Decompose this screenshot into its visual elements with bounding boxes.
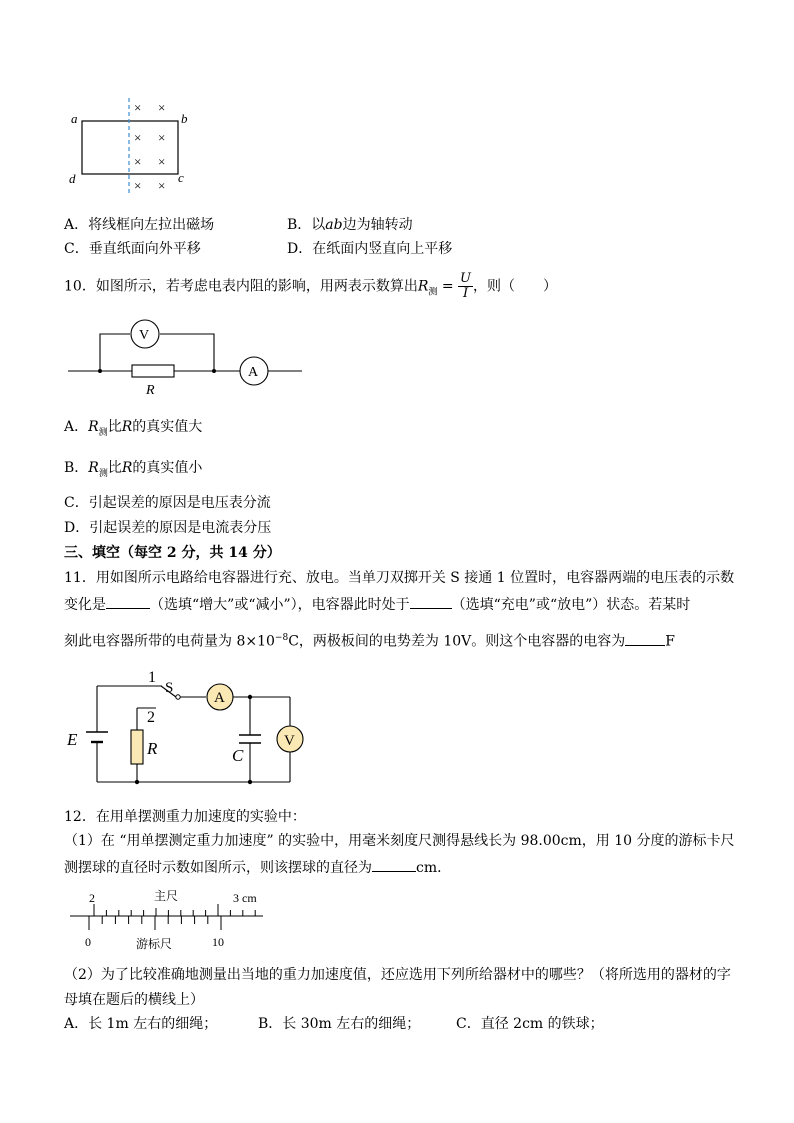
voltmeter-label: V: [284, 733, 295, 749]
field-cross: ×: [134, 100, 142, 115]
q11-line3: 刻此电容器所带的电荷量为 $8\times 10^{-8}C$，两极板间的电势差为 10V。则这个电容器的电容为 F: [64, 629, 675, 651]
vernier-0-label: 0: [85, 935, 91, 949]
q12-part1-line1: （1）在 “用单摆测定重力加速度” 的实验中，用毫米刻度尺测得悬线长为 98.00cm，用 10 分度的游标卡尺: [64, 833, 735, 849]
battery-label: E: [67, 730, 78, 749]
capacitor-label: C: [232, 746, 244, 765]
field-cross: ×: [158, 100, 166, 115]
terminal-1-label: 1: [148, 669, 156, 686]
q9-figure: [66, 96, 196, 196]
switch-label: S: [165, 680, 174, 696]
corner-a: a: [71, 111, 78, 126]
q11-circuit: [64, 666, 314, 791]
vernier-scale-label: 游标尺: [136, 937, 173, 951]
resistor-R: [131, 730, 143, 764]
ammeter-label: A: [248, 365, 259, 380]
q12-option-a: A．长 1m 左右的细绳；: [64, 1016, 218, 1032]
resistor-label: R: [146, 383, 155, 398]
q9-option-b: B．以ab边为轴转动: [287, 217, 413, 233]
field-cross: ×: [158, 154, 166, 169]
q11-line2: 变化是 （选填“增大”或“减小”），电容器此时处于 （选填“充电”或“放电”）状态。若某时: [64, 594, 690, 614]
main-scale-3-label: 3 cm: [233, 891, 257, 905]
field-cross: ×: [134, 178, 142, 193]
resistor-label: R: [147, 739, 158, 758]
switch-pivot: [176, 695, 180, 699]
section-title: 三、填空（每空 2 分，共 14 分）: [64, 545, 281, 561]
corner-b: b: [181, 111, 188, 126]
resistor-R: [132, 365, 174, 377]
field-cross: ×: [134, 154, 142, 169]
q9-option-c: C．垂直纸面向外平移: [64, 241, 201, 257]
q12-part1-line2: 测摆球的直径时示数如图所示，则该摆球的直径为 cm．: [64, 857, 451, 877]
q10-option-d: D．引起误差的原因是电流表分压: [64, 520, 272, 536]
vernier-10-label: 10: [212, 935, 224, 949]
field-cross: ×: [158, 130, 166, 145]
voltmeter-label: V: [139, 328, 150, 343]
junction: [98, 369, 102, 373]
q12-option-c: C．直径 2cm 的铁球；: [456, 1016, 604, 1032]
main-scale-label: 主尺: [154, 889, 179, 903]
q12-stem: 12．在用单摆测重力加速度的实验中：: [64, 809, 306, 825]
terminal-2-label: 2: [147, 709, 155, 726]
junction: [212, 369, 216, 373]
field-cross: ×: [158, 178, 166, 193]
field-cross: ×: [134, 130, 142, 145]
q10-option-a: A．$R_测$比R的真实值大: [64, 419, 203, 438]
q9-option-d: D．在纸面内竖直向上平移: [287, 241, 453, 257]
q10-option-c: C．引起误差的原因是电压表分流: [64, 495, 271, 511]
q9-option-a: A．将线框向左拉出磁场: [64, 217, 215, 233]
ammeter-label: A: [214, 690, 225, 706]
q12-part2-line1: （2）为了比较准确地测量出当地的重力加速度值，还应选用下列所给器材中的哪些？（将所选用的器材的字: [64, 967, 731, 983]
q12-part2-line2: 母填在题后的横线上）: [64, 992, 204, 1008]
q11-line1: 11．用如图所示电路给电容器进行充、放电。当单刀双掷开关 S 接通 1 位置时，电容器两端的电压表的示数: [64, 570, 735, 586]
q10-circuit: [68, 318, 308, 398]
corner-d: d: [69, 171, 76, 186]
q10-option-b: B．$R_测$比R的真实值小: [64, 460, 203, 479]
q10-stem: 10．如图所示，若考虑电表内阻的影响，用两表示数算出$R_测$ = $\frac{U}{I}$ ，则（ ）: [64, 271, 557, 301]
vernier-caliper-figure: [68, 888, 268, 952]
q12-option-b: B．长 30m 左右的细绳；: [258, 1016, 421, 1032]
corner-c: c: [178, 170, 184, 185]
main-scale-2-label: 2: [89, 891, 95, 905]
